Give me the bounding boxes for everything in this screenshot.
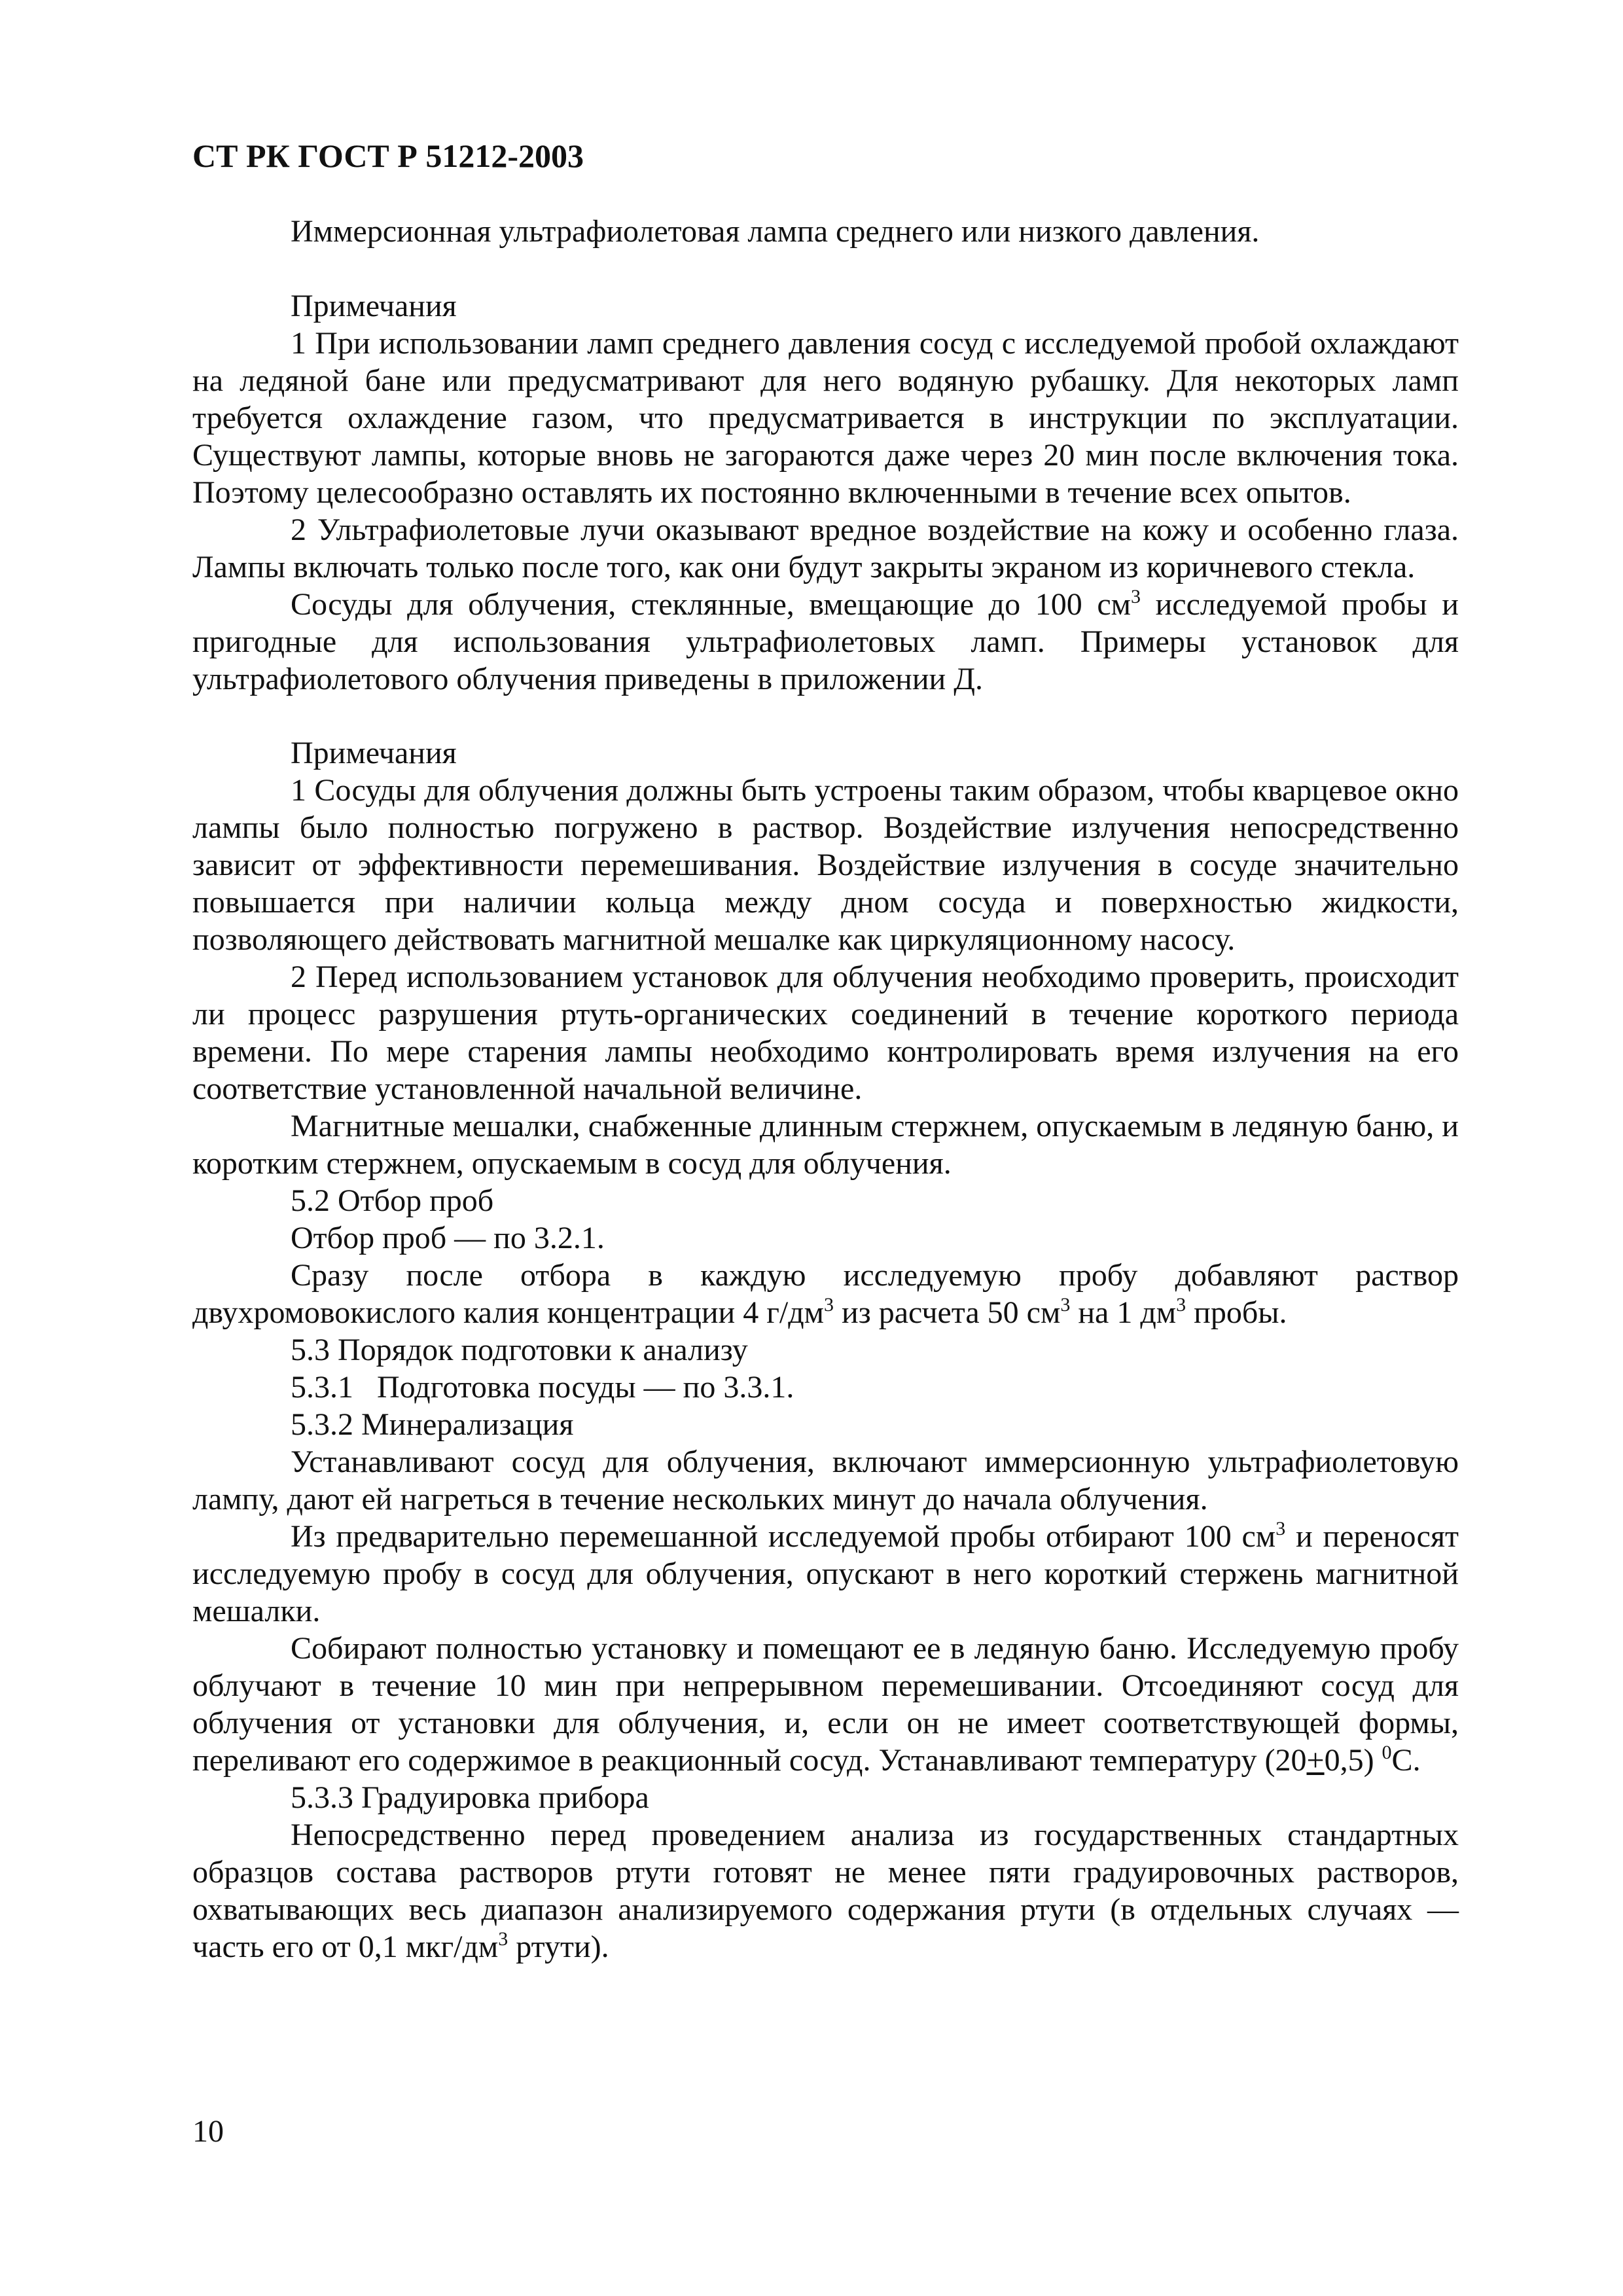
mineralization-paragraph-1: Устанавливают сосуд для облучения, включают иммерсионную ультрафиолетовую лампу, дают ей нагреться в течение нескольких минут до начала облучения.	[192, 1444, 1459, 1516]
vessels-paragraph: Сосуды для облучения, стеклянные, вмещающие до 100 $см^3$ исследуемой пробы и пригодные для использования ультрафиолетовых ламп. Примеры установок для ультрафиолетового облучения приведены в приложении Д.	[192, 586, 1459, 696]
note-1-1: 1 При использовании ламп среднего давления сосуд с исследуемой пробой охлаждают на ледяной бане или предусматривают для него водяную рубашку. Для некоторых ламп требуется охлаждение газом, что предусматривается в инструкции по эксплуатации. Существуют лампы, которые вновь не загораются даже через 20 мин после включения тока. Поэтому целесообразно оставлять их постоянно включенными в течение всех опытов.	[192, 326, 1459, 510]
dichromate-paragraph: Сразу после отбора в каждую исследуемую пробу добавляют раствор двухромовокислого калия концентрации 4 $г/дм^3$ из расчета 50 $см^3$ на 1 $дм^3$ пробы.	[192, 1258, 1459, 1330]
section-5-3-2-heading: 5.3.2 Минерализация	[291, 1407, 574, 1442]
mineralization-paragraph-3: Собирают полностью установку и помещают ее в ледяную баню. Исследуемую пробу облучают в течение 10 мин при непрерывном перемешивании. Отсоединяют сосуд для облучения от установки для облучения, и, если он не имеет соответствующей формы, переливают его содержимое в реакционный сосуд. Устанавливают температуру (20+0,5) $^0$С.	[192, 1631, 1459, 1778]
sampling-paragraph: Отбор проб — по 3.2.1.	[291, 1221, 605, 1255]
section-5-3-1-heading: 5.3.1 Подготовка посуды — по 3.3.1.	[291, 1370, 794, 1405]
note-1-2: 2 Ультрафиолетовые лучи оказывают вредное воздействие на кожу и особенно глаза. Лампы включать только после того, как они будут закрыты экраном из коричневого стекла.	[192, 512, 1459, 584]
document-code-header: СТ РК ГОСТ Р 51212-2003	[192, 137, 584, 174]
mineralization-paragraph-2: Из предварительно перемешанной исследуемой пробы отбирают 100 $см^3$ и переносят исследуемую пробу в сосуд для облучения, опускают в него короткий стержень магнитной мешалки.	[192, 1518, 1459, 1628]
lamp-paragraph: Иммерсионная ультрафиолетовая лампа среднего или низкого давления.	[291, 214, 1260, 249]
section-5-2-heading: 5.2 Отбор проб	[291, 1183, 494, 1218]
page-number: 10	[192, 2114, 224, 2149]
notes-title-1: Примечания	[291, 289, 457, 323]
note-2-1: 1 Сосуды для облучения должны быть устроены таким образом, чтобы кварцевое окно лампы было полностью погружено в раствор. Воздействие излучения непосредственно зависит от эффективности перемешивания. Воздействие излучения в сосуде значительно повышается при наличии кольца между дном сосуда и поверхностью жидкости, позволяющего действовать магнитной мешалке как циркуляционному насосу.	[192, 773, 1459, 957]
note-2-2: 2 Перед использованием установок для облучения необходимо проверить, происходит ли процесс разрушения ртуть-органических соединений в течение короткого периода времени. По мере старения лампы необходимо контролировать время излучения на его соответствие установленной начальной величине.	[192, 960, 1459, 1106]
body-text	[192, 213, 1459, 1965]
notes-title-2: Примечания	[291, 736, 457, 770]
calibration-paragraph: Непосредственно перед проведением анализа из государственных стандартных образцов состава растворов ртути готовят не менее пяти градуировочных растворов, охватывающих весь диапазон анализируемого содержания ртути (в отдельных случаях — часть его от 0,1 мкг/$дм^3$ ртути).	[192, 1818, 1459, 1964]
section-5-3-3-heading: 5.3.3 Градуировка прибора	[291, 1780, 649, 1815]
section-5-3-heading: 5.3 Порядок подготовки к анализу	[291, 1333, 748, 1367]
stirrers-paragraph: Магнитные мешалки, снабженные длинным стержнем, опускаемым в ледяную баню, и коротким стержнем, опускаемым в сосуд для облучения.	[192, 1109, 1459, 1181]
